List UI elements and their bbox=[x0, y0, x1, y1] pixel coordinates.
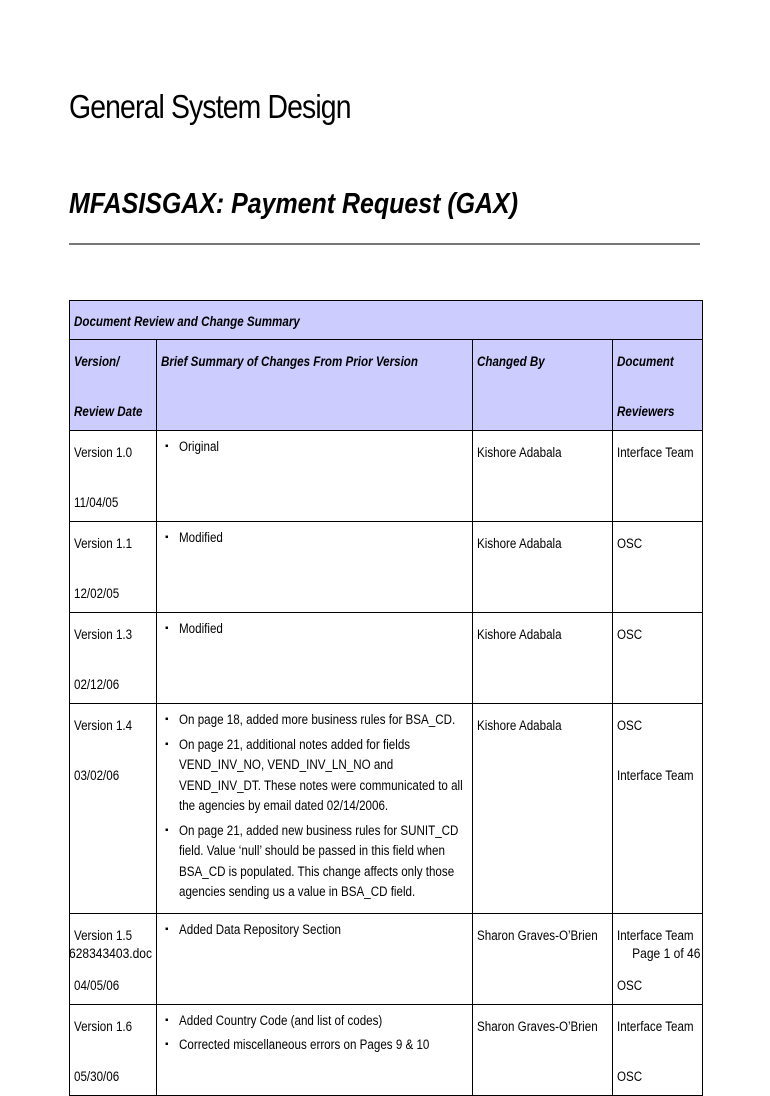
review-date: 04/05/06 bbox=[74, 977, 120, 993]
reviewer-name: OSC bbox=[617, 627, 643, 642]
header-version bbox=[70, 340, 157, 431]
version-label: Version 1.4 bbox=[74, 718, 133, 733]
change-text: ▪ Modified bbox=[179, 530, 223, 545]
table-caption: Document Review and Change Summary bbox=[74, 314, 300, 329]
review-date: 12/02/05 bbox=[74, 586, 120, 601]
reviewer-name: Interface Team bbox=[617, 1018, 694, 1034]
change-text: ▪ On page 21, additional notes added for fields VEND_INV_NO, VEND_INV_LN_NO and VEND_INV_DT. These notes were communicated to all the agencies by email dated 02/14/2006. bbox=[179, 736, 463, 813]
reviewer-name: OSC bbox=[617, 1068, 643, 1084]
changes-list bbox=[161, 710, 469, 903]
footer-page-number: Page 1 of 46 bbox=[631, 945, 700, 961]
page-title: General System Design bbox=[69, 88, 351, 125]
reviewer-name: Interface Team bbox=[617, 927, 694, 943]
changes-cell bbox=[157, 613, 473, 704]
table-row bbox=[70, 913, 703, 1004]
header-version-line2: Review Date bbox=[74, 404, 143, 419]
version-cell bbox=[70, 1004, 157, 1095]
change-text: ▪ Added Country Code (and list of codes) bbox=[179, 1012, 383, 1028]
review-date: 03/02/06 bbox=[74, 768, 120, 783]
change-item bbox=[161, 1011, 469, 1032]
change-item bbox=[161, 528, 469, 549]
header-changed-by bbox=[473, 340, 613, 431]
reviewers-cell bbox=[613, 431, 703, 522]
changed-by-name: Kishore Adabala bbox=[477, 536, 562, 551]
table-caption-row bbox=[70, 301, 703, 340]
change-text: ▪ On page 21, added new business rules for SUNIT_CD field. Value ‘null’ should be passed in this field when BSA_CD is populated. This change affects only those agencies sending us a value in BSA_CD field. bbox=[179, 822, 459, 899]
title-divider bbox=[69, 243, 700, 245]
table-row bbox=[70, 522, 703, 613]
version-label: Version 1.0 bbox=[74, 445, 133, 460]
changed-by-cell bbox=[473, 913, 613, 1004]
change-item bbox=[161, 821, 469, 903]
changed-by-cell bbox=[473, 1004, 613, 1095]
document-subtitle: MFASISGAX: Payment Request (GAX) bbox=[69, 188, 519, 220]
change-text: ▪ Added Data Repository Section bbox=[179, 921, 342, 937]
reviewer-name: Interface Team bbox=[617, 445, 694, 460]
table-row bbox=[70, 1004, 703, 1095]
changes-cell bbox=[157, 1004, 473, 1095]
changes-list bbox=[161, 1011, 469, 1056]
table-header-row bbox=[70, 340, 703, 431]
reviewers-cell bbox=[613, 613, 703, 704]
footer-filename: 628343403.doc bbox=[69, 945, 153, 961]
table-row bbox=[70, 704, 703, 914]
changed-by-cell bbox=[473, 613, 613, 704]
change-item bbox=[161, 1035, 469, 1056]
changed-by-cell bbox=[473, 431, 613, 522]
reviewers-cell bbox=[613, 522, 703, 613]
change-text: ▪ On page 18, added more business rules for BSA_CD. bbox=[179, 712, 456, 727]
header-changed-by-label: Changed By bbox=[477, 354, 545, 369]
change-item bbox=[161, 437, 469, 458]
changes-list bbox=[161, 437, 469, 458]
version-label: Version 1.5 bbox=[74, 927, 133, 943]
version-cell bbox=[70, 613, 157, 704]
header-reviewers-line1: Document bbox=[617, 354, 674, 369]
version-cell bbox=[70, 431, 157, 522]
header-version-line1: Version/ bbox=[74, 354, 120, 369]
changed-by-name: Kishore Adabala bbox=[477, 627, 562, 642]
changed-by-name: Sharon Graves-O’Brien bbox=[477, 927, 598, 943]
reviewer-name: OSC bbox=[617, 536, 643, 551]
changes-cell bbox=[157, 522, 473, 613]
changes-cell bbox=[157, 704, 473, 914]
table-row bbox=[70, 613, 703, 704]
version-label: Version 1.6 bbox=[74, 1018, 133, 1034]
changes-cell bbox=[157, 913, 473, 1004]
change-item bbox=[161, 735, 469, 817]
change-text: ▪ Original bbox=[179, 439, 220, 454]
changed-by-name: Kishore Adabala bbox=[477, 445, 562, 460]
changes-list bbox=[161, 528, 469, 549]
changed-by-name: Kishore Adabala bbox=[477, 718, 562, 733]
version-label: Version 1.3 bbox=[74, 627, 133, 642]
changed-by-cell bbox=[473, 522, 613, 613]
reviewer-name: OSC bbox=[617, 977, 643, 993]
header-summary-label: Brief Summary of Changes From Prior Version bbox=[161, 354, 418, 369]
changes-list bbox=[161, 920, 469, 941]
table-row bbox=[70, 431, 703, 522]
reviewers-cell bbox=[613, 1004, 703, 1095]
changed-by-cell bbox=[473, 704, 613, 914]
review-date: 02/12/06 bbox=[74, 677, 120, 692]
header-reviewers bbox=[613, 340, 703, 431]
change-text: ▪ Corrected miscellaneous errors on Pages 9 & 10 bbox=[179, 1037, 430, 1052]
review-date: 05/30/06 bbox=[74, 1068, 120, 1084]
change-summary-table bbox=[69, 300, 703, 1096]
change-text: ▪ Modified bbox=[179, 621, 223, 636]
changes-list bbox=[161, 619, 469, 640]
change-item bbox=[161, 920, 469, 941]
version-cell bbox=[70, 522, 157, 613]
version-label: Version 1.1 bbox=[74, 536, 133, 551]
changes-cell bbox=[157, 431, 473, 522]
changed-by-name: Sharon Graves-O’Brien bbox=[477, 1018, 598, 1034]
reviewer-name: OSC bbox=[617, 718, 643, 733]
review-date: 11/04/05 bbox=[74, 495, 119, 510]
change-item bbox=[161, 619, 469, 640]
header-reviewers-line2: Reviewers bbox=[617, 404, 675, 419]
version-cell bbox=[70, 704, 157, 914]
change-item bbox=[161, 710, 469, 731]
reviewers-cell bbox=[613, 704, 703, 914]
header-summary bbox=[157, 340, 473, 431]
reviewer-name: Interface Team bbox=[617, 768, 694, 783]
